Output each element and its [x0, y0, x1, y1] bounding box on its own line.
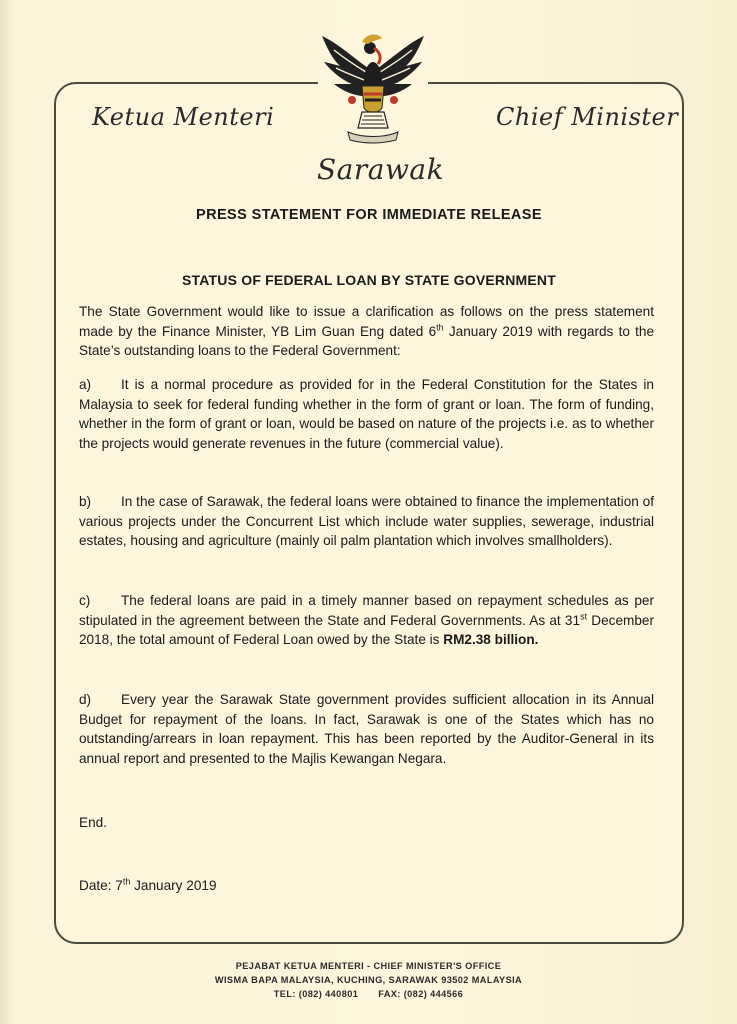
footer-fax: FAX: (082) 444566: [378, 989, 464, 999]
paragraph-c: [79, 591, 654, 650]
paragraph-a-text: It is a normal procedure as provided for in the Federal Constitution for the States in Malaysia to seek for federal funding whether in the form of grant or loan. The form of funding, whether in the form of grant or loan, would be based on nature of the projects i.e. as to whether the projects would generate revenues in the future (commercial value).: [79, 377, 654, 451]
paragraph-a: [79, 375, 654, 453]
paragraph-d-label: d): [79, 692, 92, 707]
footer-address-line: WISMA BAPA MALAYSIA, KUCHING, SARAWAK 93502 MALAYSIA: [214, 975, 523, 985]
paragraph-c-sup: st: [580, 611, 588, 622]
loan-amount: RM2.38 billion.: [443, 632, 539, 648]
date-text-2: January 2019: [130, 878, 217, 893]
date-sup: th: [122, 876, 131, 887]
paragraph-c-text-1: The federal loans are paid in a timely manner based on repayment schedules as per stipulated in the agreement between the State and Federal Governments. As at 31: [79, 593, 654, 628]
paragraph-d: [79, 690, 654, 768]
footer-office-line: PEJABAT KETUA MENTERI - CHIEF MINISTER'S OFFICE: [235, 961, 502, 971]
paragraph-d-text: Every year the Sarawak State government provides sufficient allocation in its Annual Budget for repayment of the loans. In fact, Sarawak is one of the States which has no outstanding/arrears in loan repayment. This has been reported by the Auditor-General in its annual report and presented to the Majlis Kewangan Negara.: [79, 692, 654, 766]
footer-contact-line: [0, 989, 737, 999]
intro-paragraph: [79, 302, 654, 361]
intro-text-1: The State Government would like to issue a clarification as follows on the press statement made by the Finance Minister, YB Lim Guan Eng dated 6: [79, 304, 654, 339]
sarawak-title: Sarawak: [317, 153, 445, 186]
end-marker: End.: [79, 815, 107, 830]
press-statement-heading: PRESS STATEMENT FOR IMMEDIATE RELEASE: [196, 207, 542, 223]
paragraph-b: [79, 492, 654, 551]
paragraph-c-text-2: December 2018, the total amount of Federal Loan owed by the State is: [79, 612, 655, 648]
paragraph-c-label: c): [79, 593, 91, 608]
intro-sup: th: [436, 322, 444, 333]
intro-text-2: January 2019 with regards to the State’s outstanding loans to the Federal Government:: [79, 323, 655, 359]
paragraph-b-label: b): [79, 494, 92, 509]
ketua-menteri-title: Ketua Menteri: [92, 103, 275, 131]
sarawak-hornbill-crest-icon: [318, 28, 428, 146]
statement-date: [79, 876, 654, 896]
status-heading: STATUS OF FEDERAL LOAN BY STATE GOVERNMENT: [182, 272, 556, 288]
footer-tel: TEL: (082) 440801: [273, 989, 359, 999]
chief-minister-title: Chief Minister: [496, 103, 679, 131]
paragraph-a-label: a): [79, 377, 92, 392]
date-text-1: Date: 7: [79, 878, 123, 893]
paragraph-b-text: In the case of Sarawak, the federal loans were obtained to finance the implementation of various projects under the Concurrent List which include water supplies, sewerage, industrial estates, housing and agriculture (mainly oil palm plantation which involves smallholders).: [79, 494, 654, 549]
